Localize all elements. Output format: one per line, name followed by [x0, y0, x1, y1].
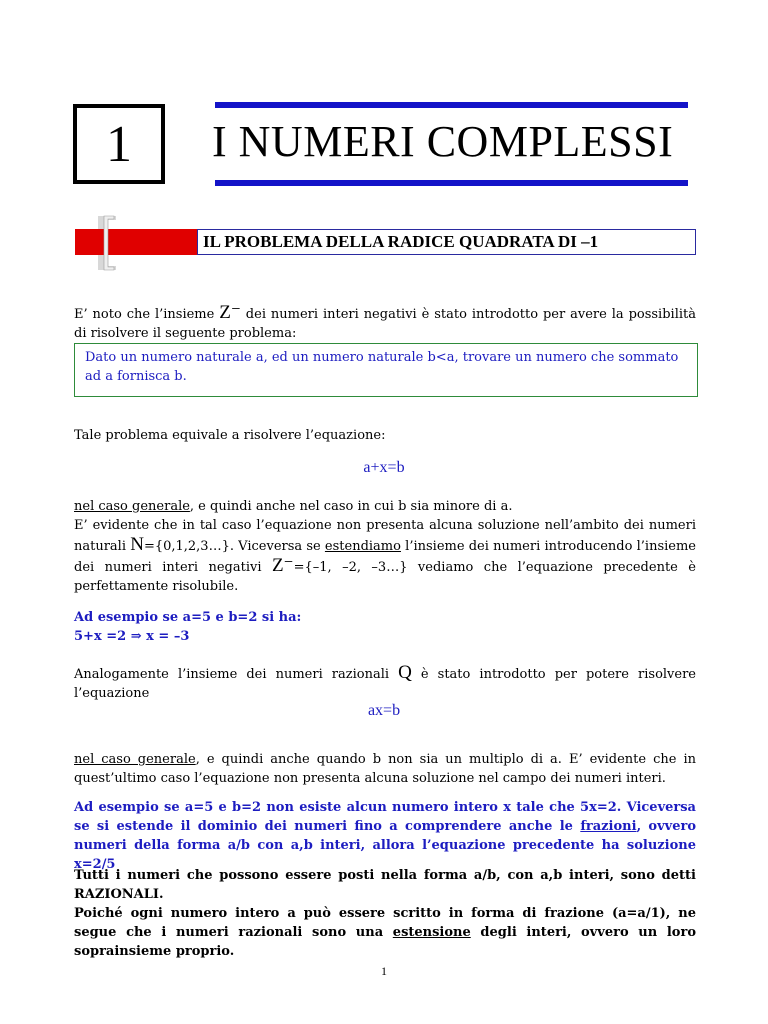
page-number: 1 [381, 964, 387, 978]
text: Poiché ogni numero intero a può essere scritto in forma di frazione (a=a/1), ne segue che i numeri razionali sono una [74, 906, 696, 940]
example-fractions [74, 798, 696, 874]
set-symbol-q: Q [398, 662, 412, 683]
text: è stato introdotto per potere risolvere l’equazione [74, 667, 696, 701]
chapter-number: 1 [106, 115, 132, 173]
paragraph-intro [74, 303, 696, 343]
implies-arrow-icon: ⇒ [130, 629, 142, 644]
set-symbol-z: Z⁻ [271, 555, 294, 576]
chapter-title: I NUMERI COMPLESSI [212, 117, 674, 166]
text: Analogamente l’insieme dei numeri razionali [74, 667, 399, 682]
chapter-number-box [73, 104, 165, 184]
underlined-text: frazioni [580, 819, 637, 834]
set-symbol-z: Z⁻ [219, 302, 241, 323]
text: 5+x =2 [74, 629, 131, 644]
section-marker-bar [75, 229, 197, 255]
text: l’insieme dei numeri introducendo l’insieme dei numeri interi negativi [74, 539, 696, 575]
text: , ovvero numeri della forma a/b con a,b interi, allora l’equazione precedente ha soluzione x=2/5 [74, 819, 697, 872]
set-symbol-n: N [130, 534, 144, 555]
title-rule-top [215, 102, 688, 108]
definition-box [74, 343, 698, 397]
paragraph-equivalence: Tale problema equivale a risolvere l’equazione: [74, 428, 386, 443]
text: dei numeri interi negativi è stato introdotto per avere la possibilità di risolvere il seguente problema: [74, 307, 696, 341]
underlined-text: estendiamo [324, 539, 401, 554]
text: ={0,1,2,3…}. Viceversa se [143, 539, 325, 554]
paragraph-rationals-intro [74, 663, 696, 703]
paragraph-natural-numbers [74, 497, 696, 596]
paragraph-rationals-definition [74, 866, 696, 961]
text: E’ evidente che in tal caso l’equazione non presenta alcuna soluzione nell’ambito dei numeri naturali [74, 518, 696, 554]
text: ={–1, –2, –3…} [293, 560, 408, 575]
title-rule-bottom [215, 180, 688, 186]
equation-ax-equals-b: ax=b [367, 702, 401, 719]
text: Ad esempio se a=5 e b=2 non esiste alcun numero intero x tale che 5x=2. Viceversa se si estende il dominio dei numeri fino a comprendere anche le [74, 800, 696, 834]
underlined-text: nel caso generale [74, 752, 196, 767]
example-integers [74, 608, 696, 646]
section-title: IL PROBLEMA DELLA RADICE QUADRATA DI –1 [197, 229, 696, 255]
equation-a-plus-x: a+x=b [363, 459, 405, 476]
bracket-overlay-icon [100, 214, 120, 272]
underlined-text: estensione [392, 925, 471, 940]
text: E’ noto che l’insieme [74, 307, 220, 322]
text: vediamo che l’equazione precedente è perfettamente risolubile. [74, 560, 696, 594]
definition-text: Dato un numero naturale a, ed un numero naturale b<a, trovare un numero che sommato ad a fornisca b. [85, 350, 679, 384]
underlined-text: nel caso generale [74, 499, 190, 514]
paragraph-multiples [74, 750, 696, 788]
text: Tutti i numeri che possono essere posti nella forma a/b, con a,b interi, sono detti RAZIONALI. [74, 868, 696, 902]
text: x = –3 [141, 629, 190, 644]
text: degli interi, ovvero un loro soprainsieme proprio. [74, 925, 696, 959]
text: Ad esempio se a=5 e b=2 si ha: [74, 610, 302, 625]
text: , e quindi anche nel caso in cui b sia minore di a. [189, 499, 513, 514]
text: , e quindi anche quando b non sia un multiplo di a. E’ evidente che in quest’ultimo caso l’equazione non presenta alcuna soluzione nel campo dei numeri interi. [74, 752, 696, 786]
